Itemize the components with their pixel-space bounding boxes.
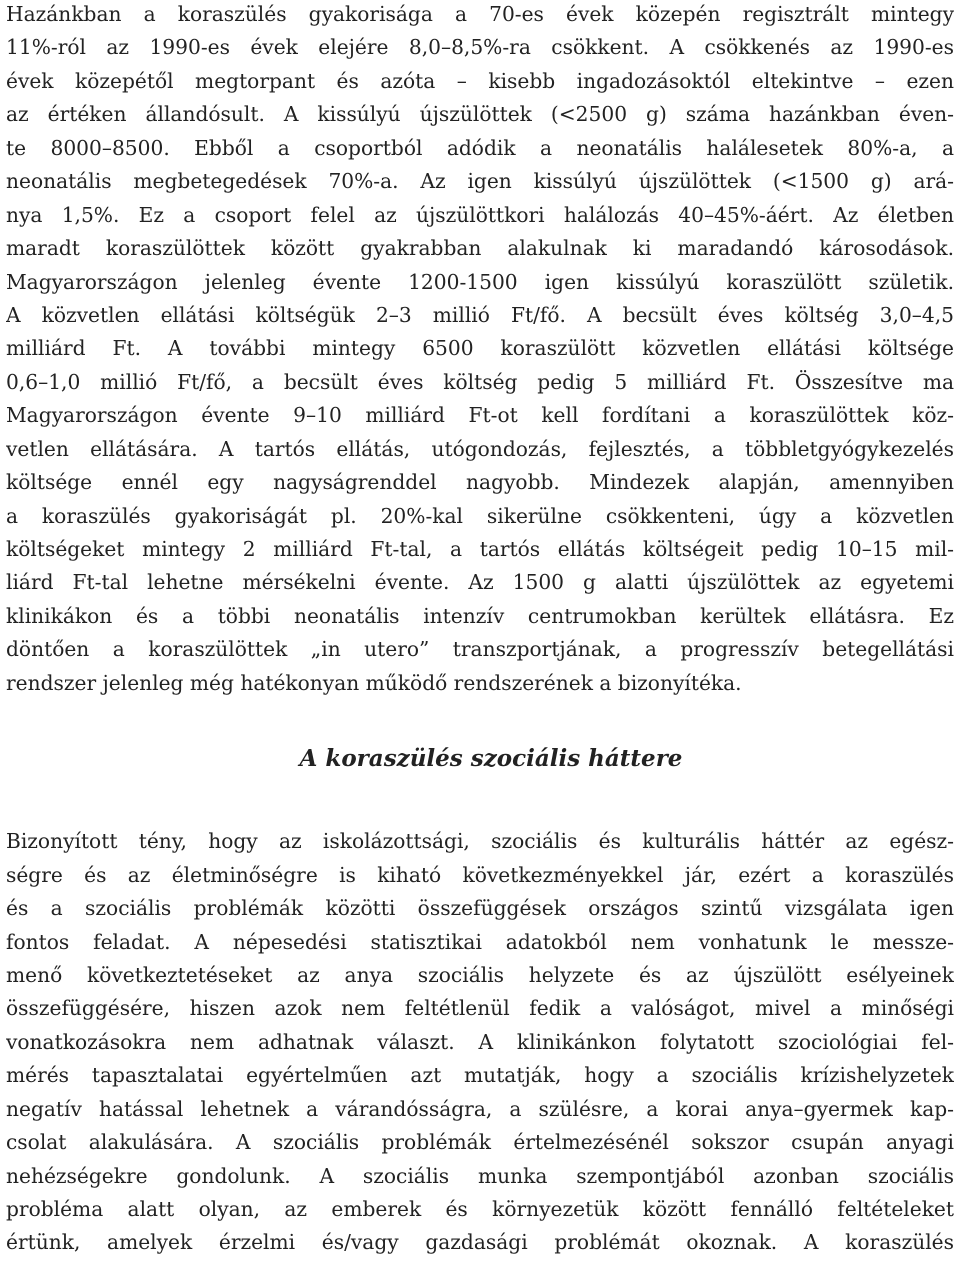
text-line: probléma alatt olyan, az emberek és környezetük között fennálló feltételeket: [6, 1197, 954, 1221]
text-line: neonatális megbetegedések 70%-a. Az igen kissúlyú újszülöttek (<1500 g) ará-: [6, 169, 954, 194]
text-line: menő következtetéseket az anya szociális helyzete és az újszülött esélyeinek: [6, 962, 954, 987]
text-line: negatív hatással lehetnek a várandósságra, a szülésre, a korai anya–gyermek kap-: [6, 1096, 954, 1121]
text-line: nehézségekre gondolunk. A szociális munka szempontjából azonban szociális: [6, 1163, 954, 1188]
section-heading: A koraszülés szociális háttere: [299, 745, 683, 773]
text-line: összefüggésére, hiszen azok nem feltétlenül fedik a valóságot, mivel a minőségi: [6, 996, 954, 1021]
text-line: nya 1,5%. Ez a csoport felel az újszülöttkori halálozás 40–45%-áért. Az életben: [6, 202, 954, 227]
text-line: te 8000–8500. Ebből a csoportból adódik a neonatális halálesetek 80%-a, a: [6, 135, 954, 160]
text-line: és a szociális problémák közötti összefüggések országos szintű vizsgálata igen: [6, 896, 954, 921]
paragraph-preterm-statistics: [6, 0, 954, 700]
text-line: ségre és az életminőségre is kiható következményekkel jár, ezért a koraszülés: [6, 862, 954, 887]
text-line: költsége ennél egy nagyságrenddel nagyobb. Mindezek alapján, amennyiben: [6, 470, 954, 495]
text-line: Magyarországon jelenleg évente 1200-1500 igen kissúlyú koraszülött születik.: [6, 269, 954, 294]
text-line: csolat alakulására. A szociális problémák értelmezésénél sokszor csupán anyagi: [6, 1130, 954, 1155]
text-line: Bizonyított tény, hogy az iskolázottsági, szociális és kulturális háttér az egész-: [6, 829, 954, 854]
text-line: költségeket mintegy 2 milliárd Ft-tal, a tartós ellátás költségeit pedig 10–15 mil-: [6, 537, 954, 561]
text-line: értünk, amelyek érzelmi és/vagy gazdasági problémát okoznak. A koraszülés: [6, 1230, 954, 1255]
text-line: az értéken állandósult. A kissúlyú újszülöttek (<2500 g) száma hazánkban éven-: [6, 102, 954, 127]
text-line: a koraszülés gyakoriságát pl. 20%-kal sikerülne csökkenteni, úgy a közvetlen: [6, 503, 954, 528]
text-line: klinikákon és a többi neonatális intenzív centrumokban kerültek ellátásra. Ez: [6, 603, 954, 628]
text-line: vonatkozásokra nem adhatnak választ. A klinikánkon folytatott szociológiai fel-: [6, 1029, 954, 1054]
text-line: maradt koraszülöttek között gyakrabban alakulnak ki maradandó károsodások.: [6, 236, 954, 261]
text-line: vetlen ellátására. A tartós ellátás, utógondozás, fejlesztés, a többletgyógykezelés: [6, 436, 954, 461]
text-line: Magyarországon évente 9–10 milliárd Ft-ot kell fordítani a koraszülöttek köz-: [6, 403, 954, 428]
text-line: Hazánkban a koraszülés gyakorisága a 70-es évek közepén regisztrált mintegy: [6, 2, 954, 26]
text-line: 11%-ról az 1990-es évek elejére 8,0–8,5%-ra csökkent. A csökkenés az 1990-es: [6, 35, 954, 60]
text-line: milliárd Ft. A további mintegy 6500 koraszülött közvetlen ellátási költsége: [6, 336, 954, 361]
paragraph-social-background: [6, 825, 954, 1260]
text-line: liárd Ft-tal lehetne mérsékelni évente. Az 1500 g alatti újszülöttek az egyetemi: [6, 570, 954, 595]
text-line: évek közepétől megtorpant és azóta – kisebb ingadozásoktól eltekintve – ezen: [6, 68, 954, 93]
text-line: 0,6–1,0 millió Ft/fő, a becsült éves költség pedig 5 milliárd Ft. Összesítve ma: [6, 369, 954, 394]
text-line: döntően a koraszülöttek „in utero” transzportjának, a progresszív betegellátási: [6, 637, 954, 662]
text-line: mérés tapasztalatai egyértelműen azt mutatják, hogy a szociális krízishelyzetek: [6, 1063, 954, 1088]
text-line: A közvetlen ellátási költségük 2–3 millió Ft/fő. A becsült éves költség 3,0–4,5: [6, 302, 954, 327]
text-line: fontos feladat. A népesedési statisztikai adatokból nem vonhatunk le messze-: [6, 929, 954, 954]
text-line: rendszer jelenleg még hatékonyan működő rendszerének a bizonyítéka.: [6, 670, 742, 695]
